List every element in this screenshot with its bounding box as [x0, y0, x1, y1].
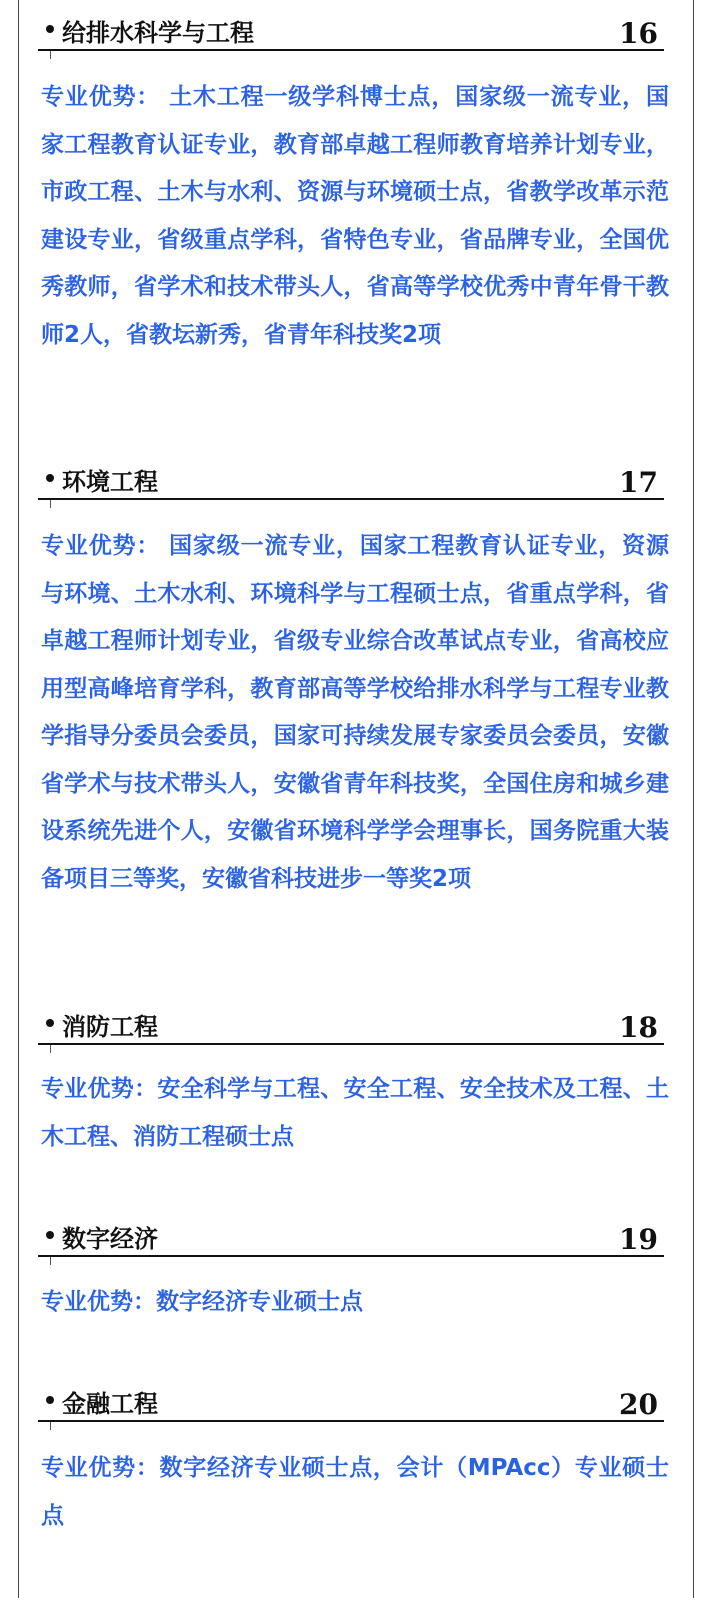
bullet-icon [46, 474, 54, 482]
major-description: 专业优势： 土木工程一级学科博士点，国家级一流专业，国家工程教育认证专业，教育部卓越工程师教育培养计划专业，市政工程、土木与水利、资源与环境硕士点，省教学改革示范建设专业，省级重点学科，省特色专业，省品牌专业，全国优秀教师，省学术和技术带头人，省高等学校优秀中青年骨干教师2人，省教坛新秀，省青年科技奖2项 [41, 84, 669, 348]
bullet-icon [46, 1019, 54, 1027]
divider-tick [50, 500, 51, 508]
major-number: 17 [619, 466, 658, 499]
major-number: 19 [619, 1223, 658, 1256]
divider-tick [50, 1422, 51, 1430]
bullet-icon [46, 1231, 54, 1239]
major-number: 16 [619, 17, 658, 50]
divider-tick [50, 1045, 51, 1053]
major-number: 18 [619, 1011, 658, 1044]
major-heading [38, 454, 664, 500]
major-name: 环境工程 [62, 468, 158, 496]
major-name: 金融工程 [62, 1390, 158, 1418]
major-name: 给排水科学与工程 [62, 19, 254, 47]
major-heading [38, 1376, 664, 1422]
major-description: 专业优势：数字经济专业硕士点，会计（MPAcc）专业硕士点 [41, 1455, 669, 1529]
major-heading [38, 999, 664, 1045]
bullet-icon [46, 1396, 54, 1404]
major-description: 专业优势：安全科学与工程、安全工程、安全技术及工程、土木工程、消防工程硕士点 [41, 1076, 669, 1150]
major-name: 数字经济 [62, 1225, 158, 1253]
major-description: 专业优势：数字经济专业硕士点 [41, 1289, 363, 1315]
major-number: 20 [619, 1388, 658, 1421]
major-heading [38, 1211, 664, 1257]
bullet-icon [46, 25, 54, 33]
major-heading [38, 5, 664, 51]
major-name: 消防工程 [62, 1013, 158, 1041]
divider-tick [50, 1257, 51, 1265]
divider-tick [50, 51, 51, 59]
major-description: 专业优势： 国家级一流专业，国家工程教育认证专业，资源与环境、土木水利、环境科学与工程硕士点，省重点学科，省卓越工程师计划专业，省级专业综合改革试点专业，省高校应用型高峰培育学科，教育部高等学校给排水科学与工程专业教学指导分委员会委员，国家可持续发展专家委员会委员，安徽省学术与技术带头人，安徽省青年科技奖，全国住房和城乡建设系统先进个人，安徽省环境科学学会理事长，国务院重大装备项目三等奖，安徽省科技进步一等奖2项 [41, 533, 669, 892]
